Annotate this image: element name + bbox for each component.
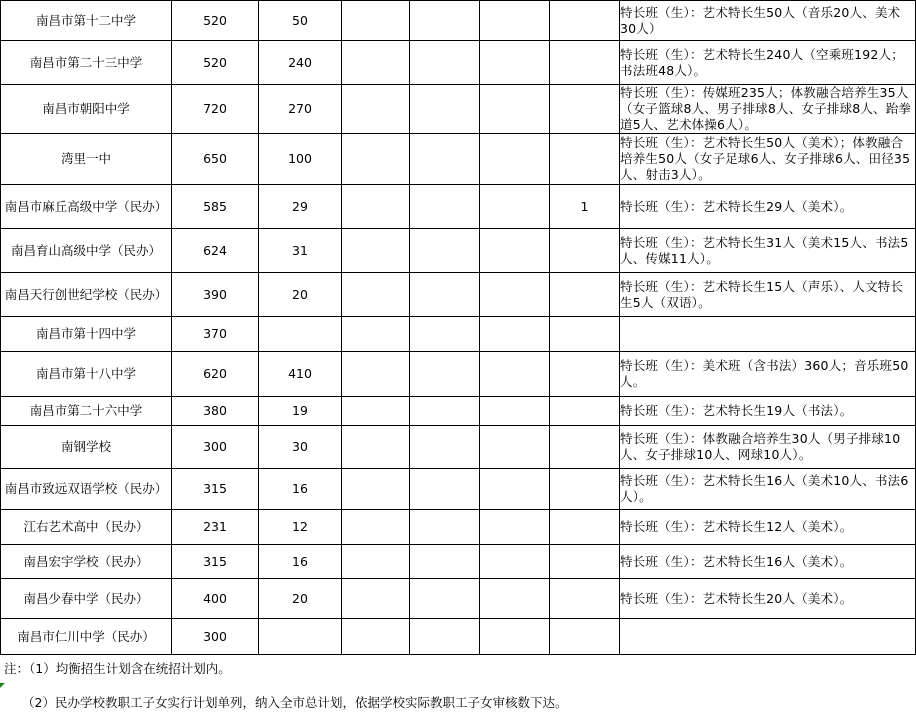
school-name-cell[interactable]: 南昌市仁川中学（民办） [1, 619, 172, 655]
empty-cell[interactable] [342, 273, 410, 317]
empty-cell[interactable] [342, 85, 410, 134]
school-name-cell[interactable]: 南昌育山高级中学（民办） [1, 229, 172, 273]
extra-count-cell[interactable] [550, 397, 620, 426]
footnote-2: （2）民办学校教职工子女实行计划单列，纳入全市总计划，依据学校实际教职工子女审核数下达。 [22, 695, 568, 710]
note-cell[interactable]: 特长班（生）：艺术特长生16人（美术10人、书法6人）。 [620, 469, 916, 510]
special-class-cell[interactable]: 30 [259, 426, 342, 469]
special-class-cell[interactable] [259, 317, 342, 352]
special-class-cell[interactable]: 20 [259, 579, 342, 619]
school-name-cell[interactable]: 南昌天行创世纪学校（民办） [1, 273, 172, 317]
school-name-cell[interactable]: 南昌宏宇学校（民办） [1, 545, 172, 579]
empty-cell[interactable] [410, 397, 480, 426]
empty-cell[interactable] [410, 469, 480, 510]
empty-cell[interactable] [342, 619, 410, 655]
plan-total-cell[interactable]: 370 [172, 317, 259, 352]
note-cell[interactable]: 特长班（生）：美术班（含书法）360人；音乐班50人。 [620, 352, 916, 397]
plan-total-cell[interactable]: 231 [172, 510, 259, 545]
table-row [1, 134, 916, 185]
special-class-cell[interactable]: 31 [259, 229, 342, 273]
special-class-cell[interactable]: 100 [259, 134, 342, 185]
special-class-cell[interactable]: 16 [259, 545, 342, 579]
table-row [1, 185, 916, 229]
plan-total-cell[interactable]: 520 [172, 41, 259, 85]
school-name-cell[interactable]: 南钢学校 [1, 426, 172, 469]
empty-cell[interactable] [410, 185, 480, 229]
special-class-cell[interactable] [259, 619, 342, 655]
school-name-cell[interactable]: 南昌市第二十三中学 [1, 41, 172, 85]
school-name-cell[interactable]: 湾里一中 [1, 134, 172, 185]
note-cell[interactable]: 特长班（生）：艺术特长生240人（空乘班192人；书法班48人）。 [620, 41, 916, 85]
special-class-cell[interactable]: 19 [259, 397, 342, 426]
plan-total-cell[interactable]: 624 [172, 229, 259, 273]
empty-cell[interactable] [410, 619, 480, 655]
table-row [1, 273, 916, 317]
empty-cell[interactable] [410, 317, 480, 352]
empty-cell[interactable] [410, 273, 480, 317]
special-class-cell[interactable]: 29 [259, 185, 342, 229]
plan-total-cell[interactable]: 315 [172, 469, 259, 510]
empty-cell[interactable] [410, 579, 480, 619]
note-cell[interactable]: 特长班（生）：艺术特长生15人（声乐）、人文特长生5人（双语）。 [620, 273, 916, 317]
note-cell[interactable] [620, 619, 916, 655]
table-row [1, 317, 916, 352]
empty-cell[interactable] [480, 1, 550, 41]
school-name-cell[interactable]: 南昌市麻丘高级中学（民办） [1, 185, 172, 229]
school-name-cell[interactable]: 南昌市第二十六中学 [1, 397, 172, 426]
note-cell[interactable]: 特长班（生）：艺术特长生50人（美术）；体教融合培养生50人（女子足球6人、女子排球6人、田径35人、射击3人）。 [620, 134, 916, 185]
empty-cell[interactable] [342, 41, 410, 85]
empty-cell[interactable] [342, 510, 410, 545]
table-row [1, 579, 916, 619]
special-class-cell[interactable]: 410 [259, 352, 342, 397]
empty-cell[interactable] [342, 397, 410, 426]
table-row [1, 229, 916, 273]
school-name-cell[interactable]: 南昌少春中学（民办） [1, 579, 172, 619]
note-cell[interactable]: 特长班（生）：艺术特长生19人（书法）。 [620, 397, 916, 426]
special-class-cell[interactable]: 16 [259, 469, 342, 510]
empty-cell[interactable] [480, 85, 550, 134]
empty-cell[interactable] [480, 469, 550, 510]
table-row [1, 510, 916, 545]
empty-cell[interactable] [480, 579, 550, 619]
empty-cell[interactable] [410, 41, 480, 85]
special-class-cell[interactable]: 270 [259, 85, 342, 134]
empty-cell[interactable] [342, 317, 410, 352]
empty-cell[interactable] [410, 134, 480, 185]
empty-cell[interactable] [342, 545, 410, 579]
empty-cell[interactable] [480, 619, 550, 655]
special-class-cell[interactable]: 20 [259, 273, 342, 317]
extra-count-cell[interactable] [550, 85, 620, 134]
empty-cell[interactable] [410, 85, 480, 134]
table-row [1, 352, 916, 397]
empty-cell[interactable] [342, 229, 410, 273]
empty-cell[interactable] [480, 397, 550, 426]
note-cell[interactable]: 特长班（生）：艺术特长生29人（美术）。 [620, 185, 916, 229]
empty-cell[interactable] [480, 185, 550, 229]
special-class-cell[interactable]: 240 [259, 41, 342, 85]
extra-count-cell[interactable] [550, 469, 620, 510]
plan-total-cell[interactable]: 585 [172, 185, 259, 229]
plan-total-cell[interactable]: 650 [172, 134, 259, 185]
note-cell[interactable] [620, 317, 916, 352]
extra-count-cell[interactable] [550, 352, 620, 397]
plan-total-cell[interactable]: 300 [172, 619, 259, 655]
empty-cell[interactable] [480, 545, 550, 579]
extra-count-cell[interactable] [550, 579, 620, 619]
table-row [1, 41, 916, 85]
note-cell[interactable]: 特长班（生）：艺术特长生16人（美术）。 [620, 545, 916, 579]
table-row [1, 619, 916, 655]
extra-count-cell[interactable] [550, 510, 620, 545]
empty-cell[interactable] [342, 426, 410, 469]
cell-comment-marker [0, 683, 5, 688]
extra-count-cell[interactable] [550, 545, 620, 579]
special-class-cell[interactable]: 12 [259, 510, 342, 545]
note-cell[interactable]: 特长班（生）：传媒班235人；体教融合培养生35人（女子篮球8人、男子排球8人、女子排球8人、跆拳道5人、艺术体操6人）。 [620, 85, 916, 134]
special-class-cell[interactable]: 50 [259, 1, 342, 41]
table-row [1, 545, 916, 579]
empty-cell[interactable] [480, 134, 550, 185]
plan-total-cell[interactable]: 315 [172, 545, 259, 579]
extra-count-cell[interactable] [550, 273, 620, 317]
school-name-cell[interactable]: 南昌市第十四中学 [1, 317, 172, 352]
extra-count-cell[interactable] [550, 1, 620, 41]
note-cell[interactable]: 特长班（生）：体教融合培养生30人（男子排球10人、女子排球10人、网球10人）。 [620, 426, 916, 469]
footnote-1: 注：（1）均衡招生计划含在统招计划内。 [4, 661, 231, 676]
empty-cell[interactable] [410, 426, 480, 469]
empty-cell[interactable] [342, 134, 410, 185]
table-row [1, 85, 916, 134]
empty-cell[interactable] [480, 510, 550, 545]
note-cell[interactable]: 特长班（生）：艺术特长生12人（美术）。 [620, 510, 916, 545]
plan-total-cell[interactable]: 620 [172, 352, 259, 397]
empty-cell[interactable] [480, 426, 550, 469]
extra-count-cell[interactable] [550, 229, 620, 273]
table-body [1, 1, 916, 655]
empty-cell[interactable] [480, 352, 550, 397]
extra-count-cell[interactable]: 1 [550, 185, 620, 229]
empty-cell[interactable] [480, 273, 550, 317]
table-row [1, 1, 916, 41]
extra-count-cell[interactable] [550, 619, 620, 655]
empty-cell[interactable] [342, 579, 410, 619]
empty-cell[interactable] [410, 229, 480, 273]
plan-total-cell[interactable]: 300 [172, 426, 259, 469]
school-name-cell[interactable]: 南昌市致远双语学校（民办） [1, 469, 172, 510]
note-cell[interactable]: 特长班（生）：艺术特长生20人（美术）。 [620, 579, 916, 619]
plan-total-cell[interactable]: 520 [172, 1, 259, 41]
school-name-cell[interactable]: 江右艺术高中（民办） [1, 510, 172, 545]
empty-cell[interactable] [480, 317, 550, 352]
note-cell[interactable]: 特长班（生）：艺术特长生31人（美术15人、书法5人、传媒11人）。 [620, 229, 916, 273]
empty-cell[interactable] [342, 185, 410, 229]
extra-count-cell[interactable] [550, 317, 620, 352]
table-row [1, 397, 916, 426]
school-name-cell[interactable]: 南昌市第十二中学 [1, 1, 172, 41]
extra-count-cell[interactable] [550, 41, 620, 85]
plan-total-cell[interactable]: 390 [172, 273, 259, 317]
empty-cell[interactable] [410, 510, 480, 545]
empty-cell[interactable] [480, 41, 550, 85]
table-row [1, 426, 916, 469]
school-name-cell[interactable]: 南昌市朝阳中学 [1, 85, 172, 134]
empty-cell[interactable] [342, 1, 410, 41]
empty-cell[interactable] [342, 352, 410, 397]
extra-count-cell[interactable] [550, 134, 620, 185]
empty-cell[interactable] [410, 352, 480, 397]
plan-total-cell[interactable]: 380 [172, 397, 259, 426]
extra-count-cell[interactable] [550, 426, 620, 469]
plan-total-cell[interactable]: 720 [172, 85, 259, 134]
empty-cell[interactable] [410, 1, 480, 41]
empty-cell[interactable] [410, 545, 480, 579]
plan-total-cell[interactable]: 400 [172, 579, 259, 619]
table-row [1, 469, 916, 510]
empty-cell[interactable] [480, 229, 550, 273]
note-cell[interactable]: 特长班（生）：艺术特长生50人（音乐20人、美术30人） [620, 1, 916, 41]
school-name-cell[interactable]: 南昌市第十八中学 [1, 352, 172, 397]
empty-cell[interactable] [342, 469, 410, 510]
